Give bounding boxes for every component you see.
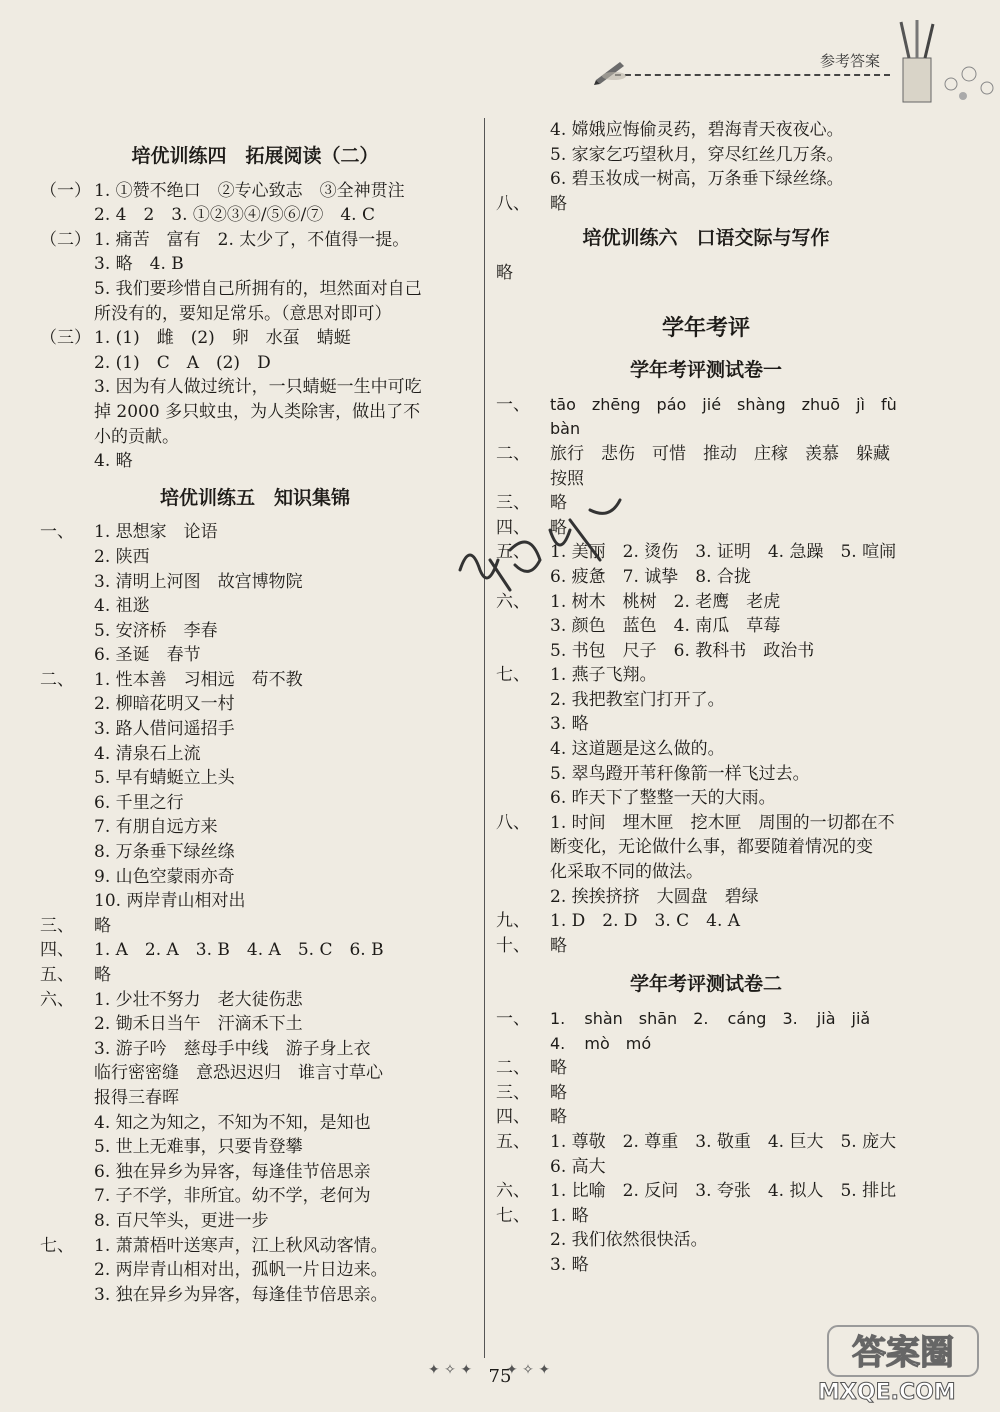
question-label: 四、: [496, 517, 530, 538]
question-label: [496, 639, 550, 664]
answer-text: 2. 4 2 3. ①②③④/⑤⑥/⑦ 4. C: [94, 205, 375, 226]
answer-line: [496, 143, 916, 168]
answer-line: [496, 1228, 916, 1253]
answer-line: [40, 963, 470, 988]
question-label: 十、: [496, 935, 530, 956]
answer-line: [496, 885, 916, 910]
answer-text: 略: [94, 915, 111, 936]
answer-text: 1. D 2. D 3. C 4. A: [550, 911, 741, 932]
question-label: [40, 449, 94, 474]
answer-text: 略: [550, 935, 567, 956]
answer-text: 断变化，无论做什么事，都要随着情况的变: [550, 837, 873, 858]
answer-text: 按照: [550, 468, 584, 489]
answer-text: 6. 疲惫 7. 诚挚 8. 合拢: [550, 566, 751, 587]
answer-line: [496, 192, 916, 217]
question-label: [40, 203, 94, 228]
answer-text: 1. 树木 桃树 2. 老鹰 老虎: [550, 591, 781, 612]
question-label: [40, 766, 94, 791]
question-label: [40, 692, 94, 717]
question-label: [496, 467, 550, 492]
left-column: [40, 134, 470, 1307]
answer-text: 6. 昨天下了整整一天的大雨。: [550, 788, 776, 809]
answer-text: 1. 比喻 2. 反问 3. 夸张 4. 拟人 5. 排比: [550, 1181, 897, 1202]
answer-text: 1. 少壮不努力 老大徒伤悲: [94, 989, 303, 1010]
answer-text: 所没有的，要知足常乐。（意思对即可）: [94, 303, 392, 324]
answer-text: 4. 清泉石上流: [94, 743, 201, 764]
answer-line: [496, 118, 916, 143]
answer-line: [40, 791, 470, 816]
question-label: [40, 425, 94, 450]
question-label: 四、: [496, 1107, 530, 1128]
answer-text: 9. 山色空蒙雨亦奇: [94, 866, 235, 887]
question-label: 二、: [496, 1058, 530, 1079]
header-label: 参考答案: [820, 52, 881, 70]
star-ornament-left: ✦ ✧ ✦: [428, 1362, 473, 1378]
question-label: [40, 1061, 94, 1086]
answer-line: [40, 594, 470, 619]
answer-line: [40, 1258, 470, 1283]
question-label: [40, 889, 94, 914]
answer-text: 临行密密缝 意恐迟迟归 谁言寸草心: [94, 1063, 383, 1084]
question-label: [40, 1086, 94, 1111]
answer-line: [496, 786, 916, 811]
answer-line: [496, 762, 916, 787]
answer-text: 3. 游子吟 慈母手中线 游子身上衣: [94, 1038, 371, 1059]
question-label: [40, 840, 94, 865]
question-label: [496, 835, 550, 860]
question-label: [496, 143, 550, 168]
question-label: 三、: [496, 493, 530, 514]
answer-line: [40, 1086, 470, 1111]
answer-line: [496, 1130, 916, 1155]
question-label: [40, 815, 94, 840]
answer-text: 3. 略: [550, 1254, 589, 1275]
answer-line: [40, 277, 470, 302]
answer-line: [40, 228, 470, 253]
answer-line: [40, 203, 470, 228]
answer-text: 2. 柳暗花明又一村: [94, 694, 235, 715]
question-label: [496, 860, 550, 885]
watermark-domain: MXQE.COM: [818, 1380, 956, 1405]
question-label: [40, 1012, 94, 1037]
answer-text: 1. 时间 埋木匣 挖木匣 周围的一切都在不: [550, 812, 895, 833]
answer-text: 3. 颜色 蓝色 4. 南瓜 草莓: [550, 616, 781, 637]
question-label: [40, 791, 94, 816]
answer-text: bàn: [550, 419, 581, 439]
question-label: 五、: [496, 1131, 530, 1152]
answer-line: [40, 1061, 470, 1086]
answer-text: 5. 翠鸟蹬开苇秆像箭一样飞过去。: [550, 763, 810, 784]
answer-line: [496, 860, 916, 885]
answer-text: 掉 2000 多只蚊虫，为人类除害，做出了不: [94, 401, 421, 422]
answer-line: [496, 393, 916, 418]
answer-line: [40, 988, 470, 1013]
answer-text: 2. 挨挨挤挤 大圆盘 碧绿: [550, 886, 759, 907]
svg-text:答案圈: 答案圈: [852, 1333, 954, 1373]
answer-text: 5. 安济桥 李春: [94, 620, 218, 641]
answer-text: 1. A 2. A 3. B 4. A 5. C 6. B: [94, 940, 384, 961]
answer-line: [40, 400, 470, 425]
answer-text: 报得三春晖: [94, 1087, 179, 1108]
question-label: 一、: [40, 522, 74, 543]
answer-line: [496, 639, 916, 664]
question-label: [40, 400, 94, 425]
answer-line: [40, 717, 470, 742]
answer-line: [496, 835, 916, 860]
answer-text: 2. (1) C A (2) D: [94, 352, 271, 373]
answer-line: [496, 442, 916, 467]
question-label: 六、: [496, 591, 530, 612]
answer-line: [40, 545, 470, 570]
answer-text: 4. 知之为知之，不知为不知，是知也: [94, 1112, 371, 1133]
answer-text: 2. 我们依然很快活。: [550, 1230, 708, 1251]
answer-line: [496, 1105, 916, 1130]
answer-text: 2. 两岸青山相对出，孤帆一片日边来。: [94, 1260, 388, 1281]
pen-icon: [592, 56, 628, 86]
answer-line: [40, 865, 470, 890]
answer-line: [40, 766, 470, 791]
answer-text: 2. 陕西: [94, 546, 150, 567]
question-label: [496, 118, 550, 143]
answer-text: 4. 这道题是这么做的。: [550, 739, 725, 760]
answer-text: 2. 锄禾日当午 汗滴禾下土: [94, 1014, 303, 1035]
answer-text: 2. 我把教室门打开了。: [550, 689, 725, 710]
question-label: [40, 1160, 94, 1185]
answer-line: [40, 619, 470, 644]
answer-text: 5. 书包 尺子 6. 教科书 政治书: [550, 640, 815, 661]
question-label: 八、: [496, 812, 530, 833]
answer-line: [40, 914, 470, 939]
answer-line: [496, 1155, 916, 1180]
question-label: [496, 688, 550, 713]
answer-text: 略: [550, 493, 567, 514]
question-label: [40, 351, 94, 376]
answer-line: [40, 840, 470, 865]
answer-text: 4. mò mó: [550, 1033, 652, 1053]
question-label: 八、: [496, 193, 530, 214]
answer-text: 8. 百尺竿头，更进一步: [94, 1210, 269, 1231]
question-label: （二）: [40, 229, 91, 250]
answer-line: [496, 934, 916, 959]
question-label: [496, 1155, 550, 1180]
section-title: 学年考评测试卷一: [629, 359, 782, 382]
answer-text: 1. 思想家 论语: [94, 522, 218, 543]
answer-line: [40, 252, 470, 277]
answer-text: 7. 有朋自远方来: [94, 817, 218, 838]
answer-line: [496, 467, 916, 492]
answer-line: [40, 1184, 470, 1209]
answer-text: 3. 略 4. B: [94, 254, 184, 275]
question-label: [40, 717, 94, 742]
question-label: [40, 865, 94, 890]
right-column: [496, 118, 916, 1278]
answer-line: [40, 938, 470, 963]
answer-text: 1. (1) 雌 (2) 卵 水虿 蜻蜓: [94, 328, 351, 349]
pencil-cup-icon: [893, 18, 1000, 108]
question-label: [496, 712, 550, 737]
section-title: 培优训练六 口语交际与写作: [582, 227, 830, 250]
question-label: [40, 252, 94, 277]
answer-text: 6. 高大: [550, 1156, 606, 1177]
answer-text: 10. 两岸青山相对出: [94, 891, 246, 912]
answer-text: 5. 世上无难事，只要肯登攀: [94, 1137, 303, 1158]
answer-text: 3. 因为有人做过统计，一只蜻蜓一生中可吃: [94, 377, 422, 398]
question-label: [496, 417, 550, 442]
question-label: 六、: [496, 1181, 530, 1202]
question-label: [40, 1184, 94, 1209]
answer-text: 化采取不同的做法。: [550, 862, 703, 883]
answer-line: [40, 302, 470, 327]
question-label: [40, 643, 94, 668]
question-label: [40, 594, 94, 619]
answer-text: 5. 早有蜻蜓立上头: [94, 768, 235, 789]
question-label: 七、: [40, 1235, 74, 1256]
answer-line: [40, 742, 470, 767]
answer-line: [40, 1012, 470, 1037]
answer-line: [496, 1007, 916, 1032]
answer-line: [496, 1081, 916, 1106]
answer-text: 1. 美丽 2. 烫伤 3. 证明 4. 急躁 5. 喧闹: [550, 542, 897, 563]
answer-line: [40, 520, 470, 545]
question-label: [496, 1253, 550, 1278]
answer-text: 1. 萧萧梧叶送寒声，江上秋风动客情。: [94, 1235, 388, 1256]
question-label: [40, 742, 94, 767]
answer-text: 略: [550, 193, 567, 214]
question-label: [40, 277, 94, 302]
answer-line: [40, 1283, 470, 1308]
question-label: [40, 1258, 94, 1283]
page-number: 75: [488, 1366, 512, 1387]
answer-text: 5. 家家乞巧望秋月，穿尽红丝几万条。: [550, 144, 844, 165]
answer-text: 3. 路人借问遥招手: [94, 719, 235, 740]
answer-text: 小的贡献。: [94, 426, 179, 447]
question-label: [40, 1111, 94, 1136]
section-title: 培优训练五 知识集锦: [159, 486, 350, 509]
question-label: 四、: [40, 940, 74, 961]
answer-text: 7. 子不学，非所宜。幼不学，老何为: [94, 1186, 371, 1207]
answer-text: 1. 燕子飞翔。: [550, 665, 657, 686]
answer-line: [496, 1179, 916, 1204]
question-label: [40, 1209, 94, 1234]
header-divider: [605, 74, 890, 76]
question-label: 一、: [496, 394, 530, 415]
answer-text: 略: [550, 1058, 567, 1079]
answer-line: [40, 1111, 470, 1136]
answer-text: 略: [550, 1082, 567, 1103]
answer-text: 6. 独在异乡为异客，每逢佳节倍思亲: [94, 1161, 371, 1182]
answer-line: [496, 909, 916, 934]
question-label: 九、: [496, 911, 530, 932]
question-label: [496, 167, 550, 192]
answer-line: [496, 614, 916, 639]
answer-text: 4. 略: [94, 451, 133, 472]
answer-line: [40, 1209, 470, 1234]
question-label: [496, 762, 550, 787]
section-title: 培优训练四 拓展阅读（二）: [131, 145, 379, 167]
answer-text: 1. 性本善 习相远 苟不教: [94, 669, 303, 690]
question-label: 六、: [40, 989, 74, 1010]
answer-line: [496, 688, 916, 713]
answer-line: [496, 737, 916, 762]
question-label: [40, 545, 94, 570]
answer-line: [40, 570, 470, 595]
answer-text: 略: [94, 965, 111, 985]
answer-text: 1. 略: [550, 1205, 589, 1226]
question-label: [496, 1228, 550, 1253]
answer-text: 3. 清明上河图 故宫博物院: [94, 571, 303, 592]
question-label: [496, 885, 550, 910]
question-label: 七、: [496, 1205, 530, 1226]
answer-line: [40, 692, 470, 717]
answer-line: [40, 643, 470, 668]
answer-text: 6. 碧玉妆成一树高，万条垂下绿丝绦。: [550, 169, 844, 190]
answer-line: [496, 167, 916, 192]
answer-line: [496, 261, 916, 286]
answer-text: tāo zhēng páo jié shàng zhuō jì fù: [550, 394, 897, 414]
question-label: （三）: [40, 328, 91, 349]
answer-line: [40, 1135, 470, 1160]
question-label: 略: [496, 262, 513, 283]
answer-line: [496, 1253, 916, 1278]
column-divider: [484, 118, 485, 1358]
answer-text: 8. 万条垂下绿丝绦: [94, 842, 235, 863]
answer-line: [496, 663, 916, 688]
question-label: 二、: [40, 669, 74, 690]
answer-text: 略: [550, 1107, 567, 1128]
answer-line: [40, 668, 470, 693]
question-label: [496, 1032, 550, 1057]
answer-text: 6. 千里之行: [94, 792, 184, 813]
question-label: [40, 375, 94, 400]
answer-line: [40, 1160, 470, 1185]
answer-line: [40, 179, 470, 204]
answer-line: [40, 889, 470, 914]
question-label: [496, 737, 550, 762]
answer-text: 4. 嫦娥应悔偷灵药，碧海青天夜夜心。: [550, 120, 844, 140]
answer-text: 1. ①赞不绝口 ②专心致志 ③全神贯注: [94, 180, 405, 201]
answer-line: [40, 1037, 470, 1062]
answer-line: [40, 1234, 470, 1259]
answer-line: [496, 1056, 916, 1081]
answer-text: 1. shàn shān 2. cáng 3. jià jiǎ: [550, 1009, 871, 1028]
question-label: 五、: [496, 542, 530, 563]
answer-line: [40, 326, 470, 351]
question-label: [40, 1135, 94, 1160]
answer-line: [40, 815, 470, 840]
answer-line: [40, 351, 470, 376]
answer-line: [40, 449, 470, 474]
answer-line: [496, 811, 916, 836]
question-label: 三、: [40, 915, 74, 936]
answer-text: 略: [550, 517, 567, 538]
section-title: 学年考评测试卷二: [629, 973, 782, 996]
answer-text: 4. 祖逖: [94, 596, 150, 617]
question-label: 二、: [496, 443, 530, 464]
answer-line: [496, 417, 916, 442]
answer-text: 旅行 悲伤 可惜 推动 庄稼 羡慕 躲藏: [550, 443, 890, 464]
question-label: 一、: [496, 1009, 530, 1029]
answer-text: 6. 圣诞 春节: [94, 645, 201, 666]
answer-line: [40, 425, 470, 450]
question-label: 三、: [496, 1082, 530, 1103]
question-label: [40, 302, 94, 327]
answer-text: 3. 略: [550, 714, 589, 735]
question-label: 七、: [496, 665, 530, 686]
question-label: [40, 1037, 94, 1062]
star-ornament-right: ✦ ✧ ✦: [506, 1362, 551, 1378]
answer-text: 3. 独在异乡为异客，每逢佳节倍思亲。: [94, 1284, 388, 1305]
answer-line: [40, 375, 470, 400]
section-title: 学年考评: [661, 314, 750, 341]
question-label: [40, 1283, 94, 1308]
answer-line: [496, 712, 916, 737]
question-label: [496, 614, 550, 639]
question-label: [496, 786, 550, 811]
answer-line: [496, 1204, 916, 1229]
question-label: [40, 619, 94, 644]
answer-line: [496, 1032, 916, 1057]
question-label: 五、: [40, 965, 74, 985]
answer-text: 1. 尊敬 2. 尊重 3. 敬重 4. 巨大 5. 庞大: [550, 1131, 897, 1152]
question-label: （一）: [40, 180, 91, 201]
answer-text: 1. 痛苦 富有 2. 太少了，不值得一提。: [94, 229, 410, 250]
handwritten-scribble: [450, 490, 640, 610]
answer-text: 5. 我们要珍惜自己所拥有的，坦然面对自己: [94, 278, 422, 299]
question-label: [40, 570, 94, 595]
